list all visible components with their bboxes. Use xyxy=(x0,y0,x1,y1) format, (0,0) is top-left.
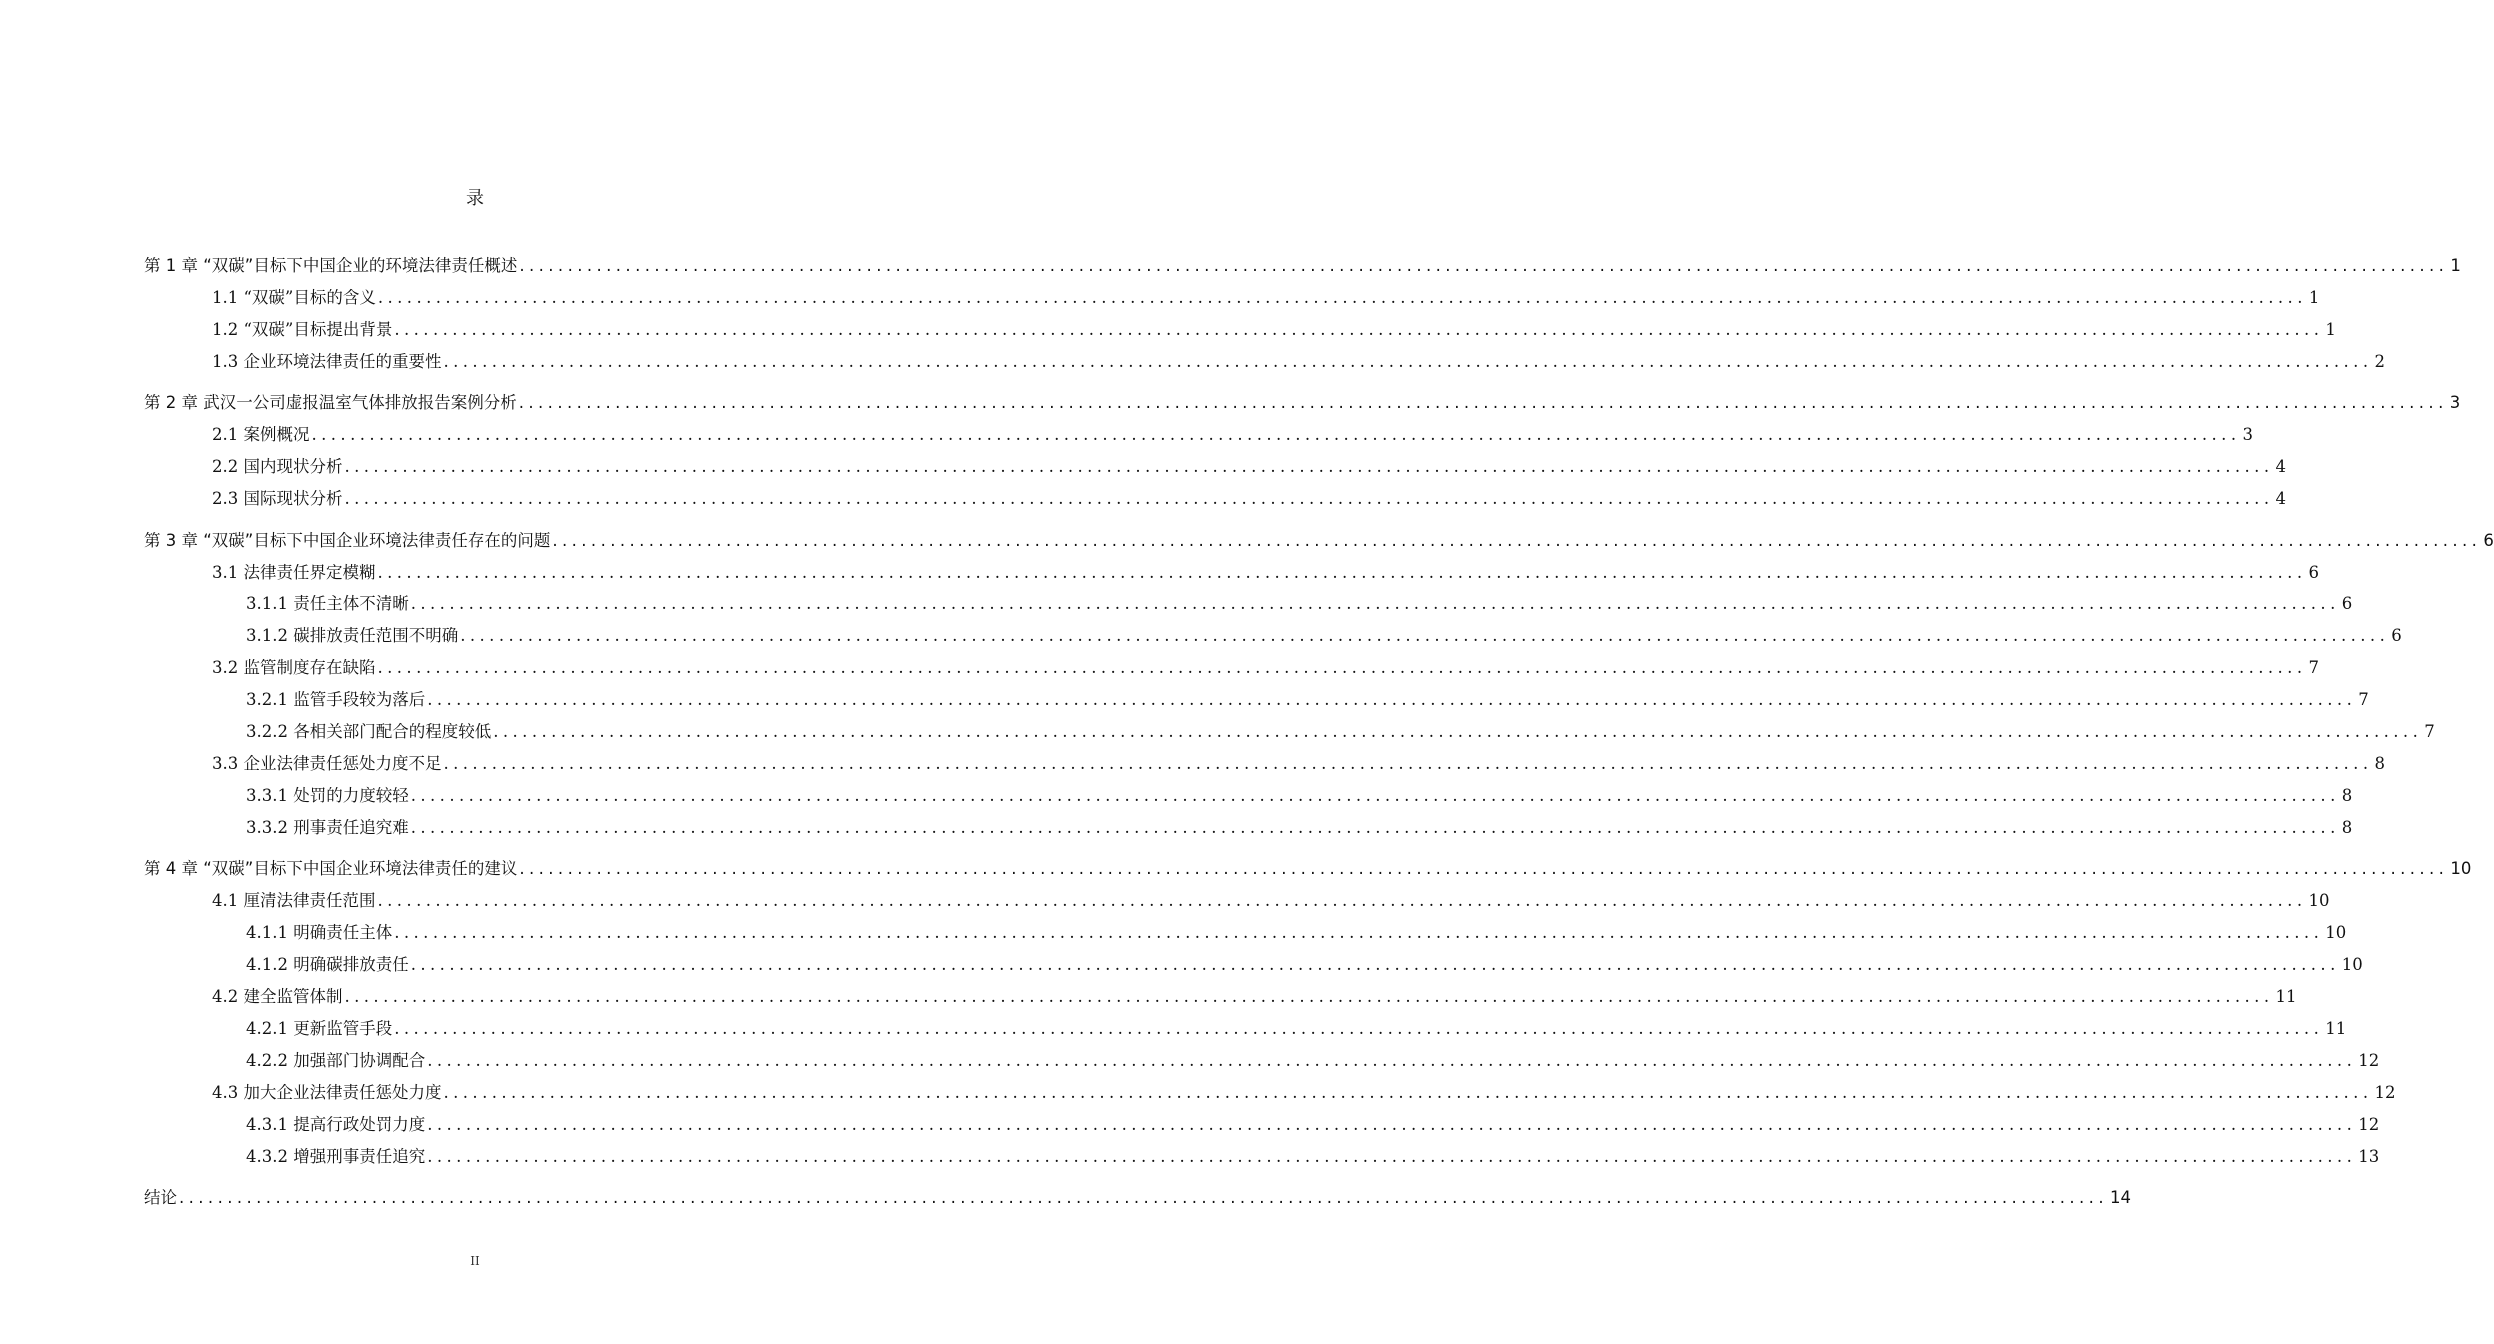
toc-entry[interactable] xyxy=(246,1015,2347,1039)
toc-entry[interactable] xyxy=(246,1143,2380,1167)
toc-dot-leader: ........................................................................................................................................................................................................ xyxy=(443,754,2373,773)
toc-entry-page-number: 13 xyxy=(2358,1147,2380,1166)
toc-dot-leader: ........................................................................................................................................................................................................ xyxy=(394,1019,2324,1038)
toc-entry-page-number: 12 xyxy=(2374,1083,2396,1102)
toc-entry[interactable] xyxy=(144,389,2461,413)
toc-entry-label: 1.2 “双碳”目标提出背景 xyxy=(212,320,393,339)
toc-entry-label: 3.3.2 刑事责任追究难 xyxy=(246,818,409,837)
toc-dot-leader: ........................................................................................................................................................................................................ xyxy=(311,425,2241,444)
toc-dot-leader: ........................................................................................................................................................................................................ xyxy=(519,859,2449,878)
toc-dot-leader: ........................................................................................................................................................................................................ xyxy=(377,288,2307,307)
toc-dot-leader: ........................................................................................................................................................................................................ xyxy=(443,1083,2373,1102)
toc-entry-page-number: 7 xyxy=(2358,690,2369,709)
toc-entry-page-number: 3 xyxy=(2449,393,2461,412)
toc-entry[interactable] xyxy=(144,855,2472,879)
toc-entry-label: 4.1.1 明确责任主体 xyxy=(246,923,393,942)
toc-dot-leader: ........................................................................................................................................................................................................ xyxy=(410,594,2340,613)
toc-entry-label: 第 3 章 “双碳”目标下中国企业环境法律责任存在的问题 xyxy=(144,531,551,550)
toc-entry-page-number: 1 xyxy=(2450,256,2461,275)
toc-dot-leader: ........................................................................................................................................................................................................ xyxy=(427,1115,2357,1134)
toc-entry-label: 1.1 “双碳”目标的含义 xyxy=(212,288,376,307)
toc-dot-leader: ........................................................................................................................................................................................................ xyxy=(344,987,2274,1006)
toc-entry[interactable] xyxy=(246,1047,2380,1071)
toc-entry-label: 3.2.1 监管手段较为落后 xyxy=(246,690,426,709)
toc-entry-label: 3.3 企业法律责任惩处力度不足 xyxy=(212,754,442,773)
toc-dot-leader: ........................................................................................................................................................................................................ xyxy=(518,393,2448,412)
toc-entry-page-number: 6 xyxy=(2341,594,2353,613)
toc-entry[interactable] xyxy=(246,919,2347,943)
toc-entry[interactable] xyxy=(212,1079,2396,1103)
toc-dot-leader: ........................................................................................................................................................................................................ xyxy=(410,955,2340,974)
toc-entry[interactable] xyxy=(212,284,2320,308)
toc-entry-label: 4.2.1 更新监管手段 xyxy=(246,1019,393,1038)
toc-entry-page-number: 6 xyxy=(2308,563,2319,582)
toc-entry[interactable] xyxy=(246,1111,2380,1135)
toc-entry[interactable] xyxy=(246,782,2353,806)
toc-dot-leader: ........................................................................................................................................................................................................ xyxy=(377,658,2307,677)
toc-entry-label: 3.1.1 责任主体不清晰 xyxy=(246,594,409,613)
toc-entry-page-number: 8 xyxy=(2341,818,2353,837)
toc-entry-label: 4.1.2 明确碳排放责任 xyxy=(246,955,409,974)
toc-entry[interactable] xyxy=(212,453,2286,477)
toc-dot-leader: ........................................................................................................................................................................................................ xyxy=(410,818,2340,837)
toc-entry[interactable] xyxy=(212,421,2253,445)
toc-entry-label: 结论 xyxy=(144,1188,177,1207)
toc-dot-leader: ........................................................................................................................................................................................................ xyxy=(427,690,2357,709)
toc-dot-leader: ........................................................................................................................................................................................................ xyxy=(410,786,2340,805)
toc-entry[interactable] xyxy=(246,590,2353,614)
toc-entry-label: 4.2.2 加强部门协调配合 xyxy=(246,1051,426,1070)
toc-dot-leader: ........................................................................................................................................................................................................ xyxy=(427,1051,2357,1070)
toc-entry-label: 4.3.2 增强刑事责任追究 xyxy=(246,1147,426,1166)
toc-entry-page-number: 7 xyxy=(2308,658,2319,677)
toc-entry-label: 3.1.2 碳排放责任范围不明确 xyxy=(246,626,459,645)
toc-dot-leader: ........................................................................................................................................................................................................ xyxy=(443,352,2373,371)
toc-entry-label: 3.1 法律责任界定模糊 xyxy=(212,563,376,582)
toc-entry-label: 3.3.1 处罚的力度较轻 xyxy=(246,786,409,805)
toc-entry-page-number: 8 xyxy=(2341,786,2353,805)
page-number: II xyxy=(470,1254,480,1268)
toc-entry[interactable] xyxy=(212,750,2385,774)
toc-dot-leader: ........................................................................................................................................................................................................ xyxy=(394,320,2324,339)
toc-entry[interactable] xyxy=(212,348,2385,372)
toc-entry-label: 2.1 案例概况 xyxy=(212,425,310,444)
toc-dot-leader: ........................................................................................................................................................................................................ xyxy=(460,626,2390,645)
toc-entry-label: 4.2 建全监管体制 xyxy=(212,987,343,1006)
toc-dot-leader: ........................................................................................................................................................................................................ xyxy=(552,531,2482,550)
toc-entry-page-number: 14 xyxy=(2109,1188,2131,1207)
toc-entry[interactable] xyxy=(246,686,2369,710)
toc-entry-page-number: 4 xyxy=(2275,457,2286,476)
toc-dot-leader: ........................................................................................................................................................................................................ xyxy=(179,1188,2108,1207)
toc-dot-leader: ........................................................................................................................................................................................................ xyxy=(394,923,2324,942)
toc-entry-label: 4.3 加大企业法律责任惩处力度 xyxy=(212,1083,442,1102)
toc-entry[interactable] xyxy=(246,951,2363,975)
toc-entry-page-number: 10 xyxy=(2325,923,2347,942)
toc-entry[interactable] xyxy=(212,316,2336,340)
toc-entry-page-number: 6 xyxy=(2391,626,2402,645)
toc-entry[interactable] xyxy=(212,559,2319,583)
toc-entry-label: 4.3.1 提高行政处罚力度 xyxy=(246,1115,426,1134)
toc-entry-label: 3.2.2 各相关部门配合的程度较低 xyxy=(246,722,492,741)
toc-entry[interactable] xyxy=(246,718,2435,742)
toc-entry-label: 4.1 厘清法律责任范围 xyxy=(212,891,376,910)
toc-entry-page-number: 7 xyxy=(2424,722,2435,741)
toc-dot-leader: ........................................................................................................................................................................................................ xyxy=(377,563,2307,582)
toc-dot-leader: ........................................................................................................................................................................................................ xyxy=(493,722,2423,741)
toc-entry-page-number: 2 xyxy=(2374,352,2385,371)
toc-entry-page-number: 8 xyxy=(2374,754,2385,773)
toc-entry-page-number: 11 xyxy=(2275,987,2297,1006)
toc-entry-page-number: 10 xyxy=(2450,859,2472,878)
toc-entry-label: 第 4 章 “双碳”目标下中国企业环境法律责任的建议 xyxy=(144,859,518,878)
toc-dot-leader: ........................................................................................................................................................................................................ xyxy=(377,891,2307,910)
toc-entry-page-number: 11 xyxy=(2325,1019,2347,1038)
toc-entry-label: 1.3 企业环境法律责任的重要性 xyxy=(212,352,442,371)
toc-entry-page-number: 3 xyxy=(2242,425,2253,444)
toc-entry[interactable] xyxy=(212,485,2286,509)
toc-entry[interactable] xyxy=(212,887,2330,911)
toc-dot-leader: ........................................................................................................................................................................................................ xyxy=(519,256,2449,275)
toc-entry-label: 3.2 监管制度存在缺陷 xyxy=(212,658,376,677)
toc-entry-label: 第 2 章 武汉一公司虚报温室气体排放报告案例分析 xyxy=(144,393,517,412)
toc-dot-leader: ........................................................................................................................................................................................................ xyxy=(427,1147,2357,1166)
toc-entry[interactable] xyxy=(246,814,2353,838)
toc-entry-page-number: 12 xyxy=(2358,1051,2380,1070)
toc-entry[interactable] xyxy=(144,1184,2131,1208)
toc-dot-leader: ........................................................................................................................................................................................................ xyxy=(344,457,2274,476)
toc-entry-page-number: 12 xyxy=(2358,1115,2380,1134)
toc-entry-label: 2.2 国内现状分析 xyxy=(212,457,343,476)
toc-entry-page-number: 4 xyxy=(2275,489,2286,508)
toc-entry-label: 2.3 国际现状分析 xyxy=(212,489,343,508)
toc-entry-page-number: 1 xyxy=(2325,320,2336,339)
toc-entry-page-number: 6 xyxy=(2483,531,2494,550)
toc-dot-leader: ........................................................................................................................................................................................................ xyxy=(344,489,2274,508)
toc-entry[interactable] xyxy=(144,252,2461,276)
toc-entry-label: 第 1 章 “双碳”目标下中国企业的环境法律责任概述 xyxy=(144,256,518,275)
toc-entry-page-number: 10 xyxy=(2341,955,2363,974)
toc-entry[interactable] xyxy=(212,654,2319,678)
toc-entry[interactable] xyxy=(144,527,2494,551)
toc-title: 录 xyxy=(466,188,484,209)
toc-entry[interactable] xyxy=(246,622,2402,646)
toc-entry-page-number: 10 xyxy=(2308,891,2330,910)
toc-entry-page-number: 1 xyxy=(2308,288,2320,307)
toc-entry[interactable] xyxy=(212,983,2297,1007)
